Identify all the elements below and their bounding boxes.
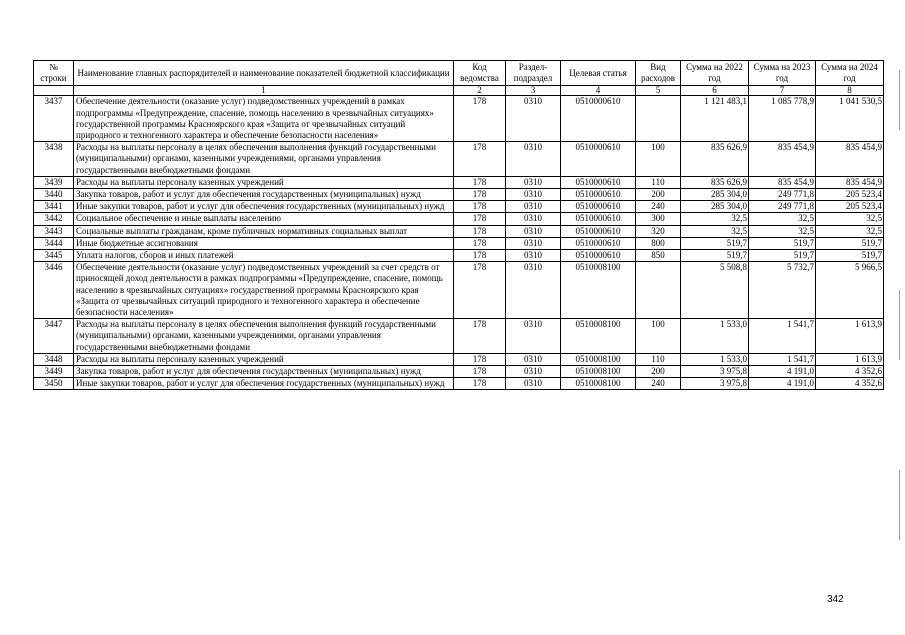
cell-sum-2024: 1 041 530,5 xyxy=(816,96,884,142)
cell-dept: 178 xyxy=(454,96,506,142)
header-name: Наименование главных распорядителей и наименование показателей бюджетной классификации xyxy=(74,61,454,86)
cell-exp-type: 200 xyxy=(636,189,681,201)
column-number: 7 xyxy=(749,86,816,96)
column-number: 1 xyxy=(74,86,454,96)
cell-exp-type: 850 xyxy=(636,250,681,262)
cell-exp-type: 110 xyxy=(636,353,681,365)
cell-row-no: 3448 xyxy=(34,353,74,365)
cell-sum-2024: 32,5 xyxy=(816,225,884,237)
table-row xyxy=(34,189,884,201)
cell-exp-type: 200 xyxy=(636,366,681,378)
column-number-row xyxy=(34,86,884,96)
cell-section: 0310 xyxy=(506,142,561,177)
cell-row-no: 3445 xyxy=(34,250,74,262)
cell-sum-2024: 835 454,9 xyxy=(816,176,884,188)
cell-sum-2022: 285 304,0 xyxy=(681,189,749,201)
cell-sum-2022: 32,5 xyxy=(681,225,749,237)
cell-dept: 178 xyxy=(454,353,506,365)
table-row xyxy=(34,142,884,177)
cell-row-no: 3444 xyxy=(34,237,74,249)
cell-section: 0310 xyxy=(506,176,561,188)
cell-sum-2022: 3 975,8 xyxy=(681,378,749,390)
cell-dept: 178 xyxy=(454,262,506,319)
cell-section: 0310 xyxy=(506,225,561,237)
header-target: Целевая статья xyxy=(561,61,636,86)
cell-exp-type: 240 xyxy=(636,378,681,390)
cell-dept: 178 xyxy=(454,237,506,249)
cell-sum-2022: 285 304,0 xyxy=(681,201,749,213)
header-sum-2022: Сумма на 2022 год xyxy=(681,61,749,86)
cell-dept: 178 xyxy=(454,213,506,225)
cell-sum-2023: 1 541,7 xyxy=(749,319,816,354)
table-row xyxy=(34,225,884,237)
cell-name: Социальное обеспечение и иные выплаты населению xyxy=(74,213,454,225)
header-dept: Код ведомства xyxy=(454,61,506,86)
cell-sum-2024: 4 352,6 xyxy=(816,366,884,378)
cell-sum-2022: 1 121 483,1 xyxy=(681,96,749,142)
table-row xyxy=(34,262,884,319)
scan-edge-mark xyxy=(899,290,900,360)
cell-row-no: 3450 xyxy=(34,378,74,390)
cell-exp-type: 240 xyxy=(636,201,681,213)
cell-sum-2023: 32,5 xyxy=(749,213,816,225)
cell-section: 0310 xyxy=(506,213,561,225)
cell-sum-2023: 4 191,0 xyxy=(749,378,816,390)
budget-table xyxy=(33,60,884,390)
cell-row-no: 3442 xyxy=(34,213,74,225)
table-row xyxy=(34,213,884,225)
cell-sum-2022: 835 626,9 xyxy=(681,142,749,177)
cell-exp-type xyxy=(636,262,681,319)
cell-dept: 178 xyxy=(454,201,506,213)
cell-target: 0510000610 xyxy=(561,237,636,249)
cell-sum-2022: 1 533,0 xyxy=(681,353,749,365)
page-number: 342 xyxy=(827,594,844,605)
header-sum-2024: Сумма на 2024 год xyxy=(816,61,884,86)
cell-name: Иные закупки товаров, работ и услуг для обеспечения государственных (муниципальных) нужд xyxy=(74,201,454,213)
cell-sum-2023: 835 454,9 xyxy=(749,176,816,188)
cell-section: 0310 xyxy=(506,96,561,142)
cell-sum-2022: 32,5 xyxy=(681,213,749,225)
cell-name: Закупка товаров, работ и услуг для обеспечения государственных (муниципальных) нужд xyxy=(74,366,454,378)
cell-section: 0310 xyxy=(506,366,561,378)
cell-target: 0510000610 xyxy=(561,213,636,225)
column-number: 2 xyxy=(454,86,506,96)
scan-edge-mark xyxy=(899,470,900,540)
table-row xyxy=(34,319,884,354)
header-row xyxy=(34,61,884,86)
cell-name: Социальные выплаты гражданам, кроме публичных нормативных социальных выплат xyxy=(74,225,454,237)
cell-sum-2024: 519,7 xyxy=(816,250,884,262)
cell-section: 0310 xyxy=(506,201,561,213)
cell-sum-2024: 519,7 xyxy=(816,237,884,249)
table-row xyxy=(34,201,884,213)
cell-section: 0310 xyxy=(506,262,561,319)
cell-row-no: 3437 xyxy=(34,96,74,142)
cell-dept: 178 xyxy=(454,319,506,354)
column-number xyxy=(34,86,74,96)
cell-section: 0310 xyxy=(506,319,561,354)
cell-target: 0510008100 xyxy=(561,366,636,378)
cell-sum-2023: 249 771,8 xyxy=(749,201,816,213)
cell-dept: 178 xyxy=(454,366,506,378)
cell-sum-2024: 1 613,9 xyxy=(816,353,884,365)
cell-exp-type: 300 xyxy=(636,213,681,225)
table-row xyxy=(34,366,884,378)
cell-sum-2024: 205 523,4 xyxy=(816,201,884,213)
header-section: Раздел-подраздел xyxy=(506,61,561,86)
cell-dept: 178 xyxy=(454,225,506,237)
cell-sum-2022: 519,7 xyxy=(681,237,749,249)
cell-dept: 178 xyxy=(454,189,506,201)
cell-name: Иные бюджетные ассигнования xyxy=(74,237,454,249)
cell-row-no: 3440 xyxy=(34,189,74,201)
cell-target: 0510008100 xyxy=(561,262,636,319)
header-exp-type: Вид расходов xyxy=(636,61,681,86)
cell-sum-2022: 5 508,8 xyxy=(681,262,749,319)
cell-target: 0510000610 xyxy=(561,142,636,177)
cell-sum-2023: 32,5 xyxy=(749,225,816,237)
cell-dept: 178 xyxy=(454,176,506,188)
cell-name: Иные закупки товаров, работ и услуг для обеспечения государственных (муниципальных) нужд xyxy=(74,378,454,390)
cell-target: 0510000610 xyxy=(561,201,636,213)
cell-sum-2023: 4 191,0 xyxy=(749,366,816,378)
column-number: 6 xyxy=(681,86,749,96)
cell-row-no: 3447 xyxy=(34,319,74,354)
cell-exp-type: 100 xyxy=(636,319,681,354)
cell-sum-2022: 519,7 xyxy=(681,250,749,262)
cell-name: Обеспечение деятельности (оказание услуг) подведомственных учреждений в рамках подпрограммы «Предупреждение, спасение, помощь населению в чрезвычайных ситуациях» государственной программы Красноярского края «Защита от чрезвычайных ситуаций природного и техногенного характера и обеспечение безопасности населения» xyxy=(74,96,454,142)
cell-sum-2022: 1 533,0 xyxy=(681,319,749,354)
cell-target: 0510000610 xyxy=(561,96,636,142)
cell-dept: 178 xyxy=(454,142,506,177)
cell-row-no: 3441 xyxy=(34,201,74,213)
cell-name: Уплата налогов, сборов и иных платежей xyxy=(74,250,454,262)
cell-section: 0310 xyxy=(506,189,561,201)
header-sum-2023: Сумма на 2023 год xyxy=(749,61,816,86)
cell-sum-2022: 3 975,8 xyxy=(681,366,749,378)
cell-exp-type: 110 xyxy=(636,176,681,188)
cell-target: 0510000610 xyxy=(561,189,636,201)
cell-name: Расходы на выплаты персоналу казенных учреждений xyxy=(74,353,454,365)
cell-row-no: 3443 xyxy=(34,225,74,237)
cell-target: 0510000610 xyxy=(561,225,636,237)
cell-sum-2023: 835 454,9 xyxy=(749,142,816,177)
cell-sum-2024: 1 613,9 xyxy=(816,319,884,354)
table-row xyxy=(34,96,884,142)
cell-sum-2024: 4 352,6 xyxy=(816,378,884,390)
cell-target: 0510008100 xyxy=(561,378,636,390)
cell-name: Расходы на выплаты персоналу в целях обеспечения выполнения функций государственными (муниципальными) органами, казенными учреждениями, органами управления государственными внебюджетными фондами xyxy=(74,319,454,354)
table-body xyxy=(34,96,884,390)
cell-exp-type: 100 xyxy=(636,142,681,177)
cell-sum-2022: 835 626,9 xyxy=(681,176,749,188)
table-row xyxy=(34,353,884,365)
table-row xyxy=(34,237,884,249)
cell-target: 0510008100 xyxy=(561,319,636,354)
cell-exp-type xyxy=(636,96,681,142)
cell-target: 0510008100 xyxy=(561,353,636,365)
cell-section: 0310 xyxy=(506,237,561,249)
cell-row-no: 3446 xyxy=(34,262,74,319)
header-row-no: № строки xyxy=(34,61,74,86)
cell-sum-2023: 519,7 xyxy=(749,237,816,249)
column-number: 8 xyxy=(816,86,884,96)
table-row xyxy=(34,250,884,262)
cell-dept: 178 xyxy=(454,250,506,262)
table-row xyxy=(34,378,884,390)
cell-exp-type: 800 xyxy=(636,237,681,249)
table-row xyxy=(34,176,884,188)
column-number: 5 xyxy=(636,86,681,96)
cell-sum-2023: 1 085 778,9 xyxy=(749,96,816,142)
cell-section: 0310 xyxy=(506,250,561,262)
cell-exp-type: 320 xyxy=(636,225,681,237)
column-number: 3 xyxy=(506,86,561,96)
budget-table-sheet xyxy=(33,60,884,390)
scan-edge-mark xyxy=(899,70,900,130)
cell-sum-2024: 5 966,5 xyxy=(816,262,884,319)
cell-row-no: 3439 xyxy=(34,176,74,188)
cell-name: Расходы на выплаты персоналу казенных учреждений xyxy=(74,176,454,188)
column-number: 4 xyxy=(561,86,636,96)
cell-sum-2023: 249 771,8 xyxy=(749,189,816,201)
cell-target: 0510000610 xyxy=(561,176,636,188)
cell-sum-2024: 205 523,4 xyxy=(816,189,884,201)
cell-section: 0310 xyxy=(506,353,561,365)
cell-sum-2023: 519,7 xyxy=(749,250,816,262)
cell-row-no: 3449 xyxy=(34,366,74,378)
cell-name: Закупка товаров, работ и услуг для обеспечения государственных (муниципальных) нужд xyxy=(74,189,454,201)
cell-dept: 178 xyxy=(454,378,506,390)
cell-row-no: 3438 xyxy=(34,142,74,177)
cell-sum-2023: 1 541,7 xyxy=(749,353,816,365)
cell-sum-2024: 835 454,9 xyxy=(816,142,884,177)
cell-sum-2023: 5 732,7 xyxy=(749,262,816,319)
cell-target: 0510000610 xyxy=(561,250,636,262)
cell-name: Обеспечение деятельности (оказание услуг) подведомственных учреждений за счет средств от приносящей доход деятельности в рамках подпрограммы «Предупреждение, спасение, помощь населению в чрезвычайных ситуациях» государственной программы Красноярского края «Защита от чрезвычайных ситуаций природного и техногенного характера и обеспечение безопасности населения» xyxy=(74,262,454,319)
cell-sum-2024: 32,5 xyxy=(816,213,884,225)
cell-name: Расходы на выплаты персоналу в целях обеспечения выполнения функций государственными (муниципальными) органами, казенными учреждениями, органами управления государственными внебюджетными фондами xyxy=(74,142,454,177)
cell-section: 0310 xyxy=(506,378,561,390)
